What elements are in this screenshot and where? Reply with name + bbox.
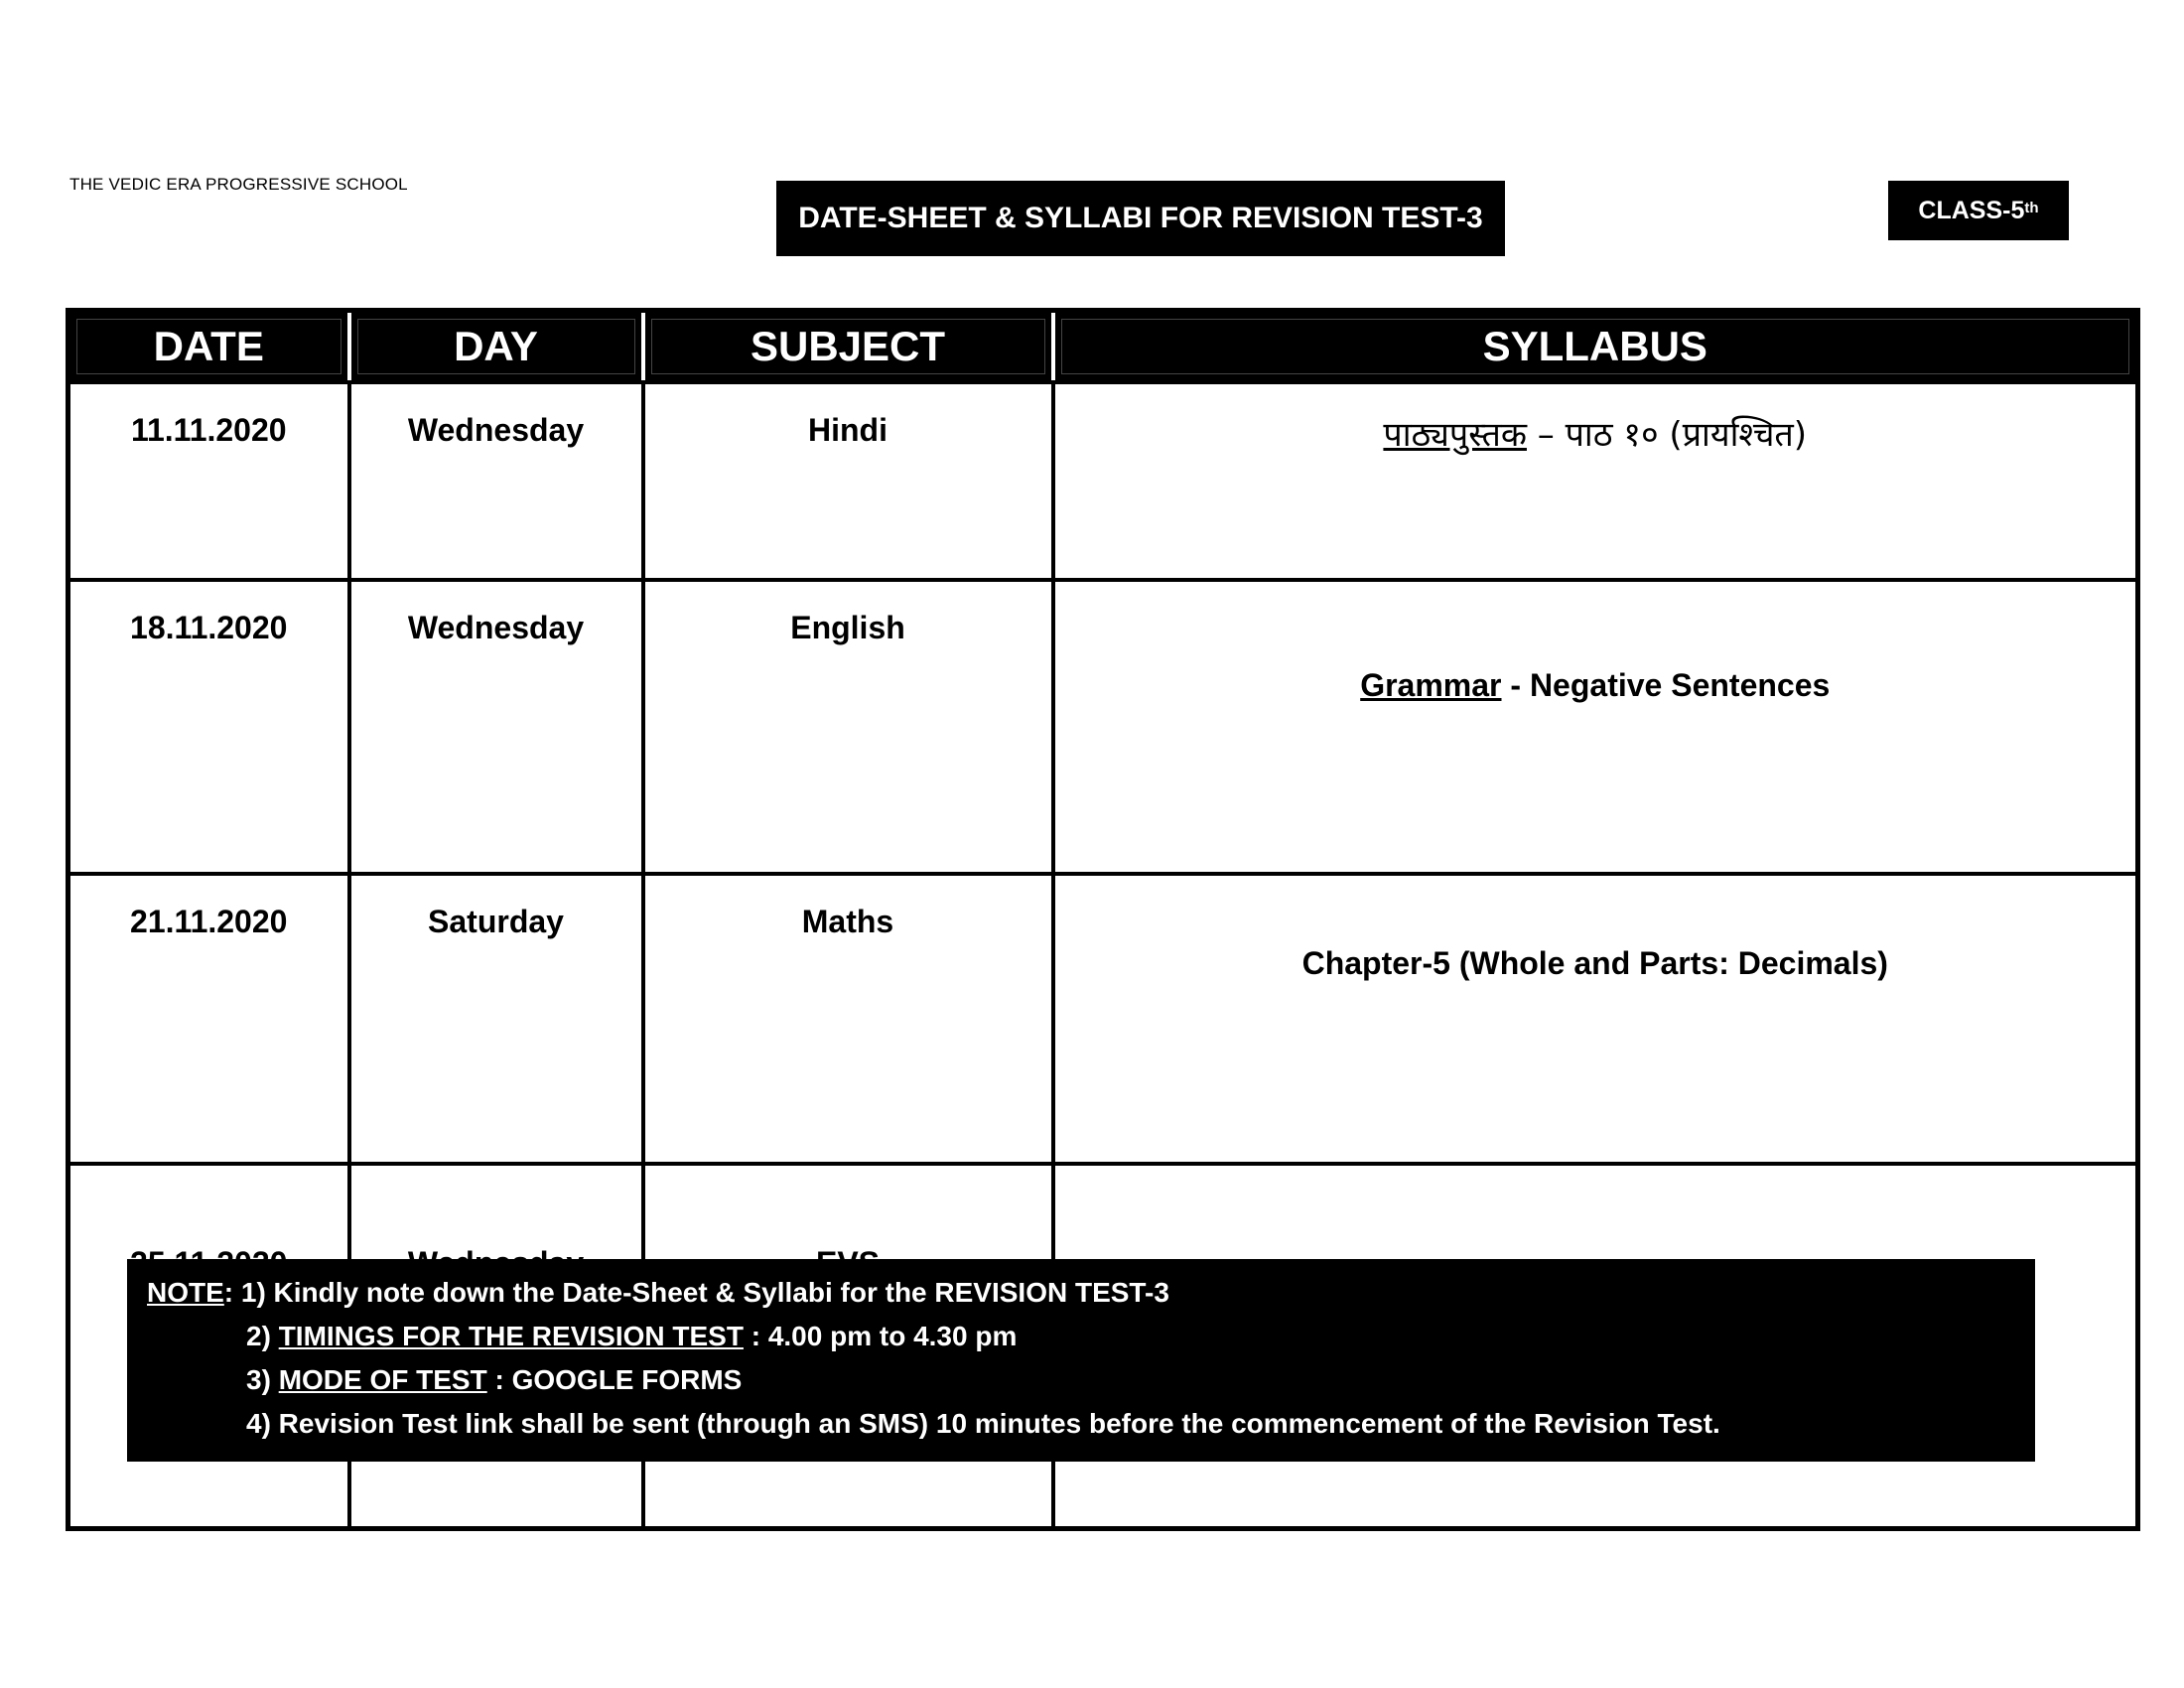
column-header-date: DATE	[68, 311, 349, 383]
page-title: DATE-SHEET & SYLLABI FOR REVISION TEST-3	[776, 181, 1505, 256]
note-line-4: 4) Revision Test link shall be sent (through an SMS) 10 minutes before the commencement of the Revision Test.	[246, 1408, 1720, 1439]
syllabus-text: - Negative Sentences	[1501, 667, 1831, 703]
subject-cell: Hindi	[643, 382, 1053, 580]
school-name: THE VEDIC ERA PROGRESSIVE SCHOOL	[69, 175, 408, 194]
column-header-syllabus: SYLLABUS	[1053, 311, 2138, 383]
note-line-2-value: : 4.00 pm to 4.30 pm	[743, 1321, 1018, 1351]
class-badge	[1888, 181, 2069, 240]
column-header-subject: SUBJECT	[643, 311, 1053, 383]
note-label: NOTE	[147, 1277, 224, 1308]
table-header-row	[68, 311, 2138, 383]
date-cell: 21.11.2020	[68, 874, 349, 1164]
syllabus-cell	[1053, 874, 2138, 1164]
column-header-day: DAY	[349, 311, 643, 383]
syllabus-cell	[1053, 580, 2138, 874]
syllabus-prefix: Grammar	[1360, 667, 1502, 703]
syllabus-cell	[1053, 382, 2138, 580]
syllabus-prefix: पाठ्यपुस्तक	[1383, 415, 1527, 455]
note-box	[127, 1259, 2035, 1462]
day-cell: Saturday	[349, 874, 643, 1164]
subject-cell: English	[643, 580, 1053, 874]
syllabus-text: Chapter-5 (Whole and Parts: Decimals)	[1301, 945, 1888, 981]
note-line-3-label: MODE OF TEST	[278, 1364, 487, 1395]
class-label: CLASS-5	[1918, 196, 2025, 224]
subject-cell: Maths	[643, 874, 1053, 1164]
class-superscript: th	[2024, 199, 2039, 216]
table-row	[68, 874, 2138, 1164]
table-row	[68, 382, 2138, 580]
table-row	[68, 580, 2138, 874]
note-line-3-number: 3)	[246, 1364, 279, 1395]
syllabus-text: – पाठ १० (प्रायश्चित)	[1526, 415, 1808, 455]
day-cell: Wednesday	[349, 382, 643, 580]
note-line-2-label: TIMINGS FOR THE REVISION TEST	[278, 1321, 744, 1351]
note-line-2-number: 2)	[246, 1321, 279, 1351]
day-cell: Wednesday	[349, 580, 643, 874]
note-line-3	[147, 1358, 2035, 1402]
note-line-3-value: : GOOGLE FORMS	[486, 1364, 743, 1395]
date-cell: 11.11.2020	[68, 382, 349, 580]
note-line-1-text: : 1) Kindly note down the Date-Sheet & Syllabi for the REVISION TEST-3	[223, 1277, 1169, 1308]
note-line-2	[147, 1315, 2035, 1358]
note-line-1	[147, 1271, 2035, 1315]
date-cell: 18.11.2020	[68, 580, 349, 874]
